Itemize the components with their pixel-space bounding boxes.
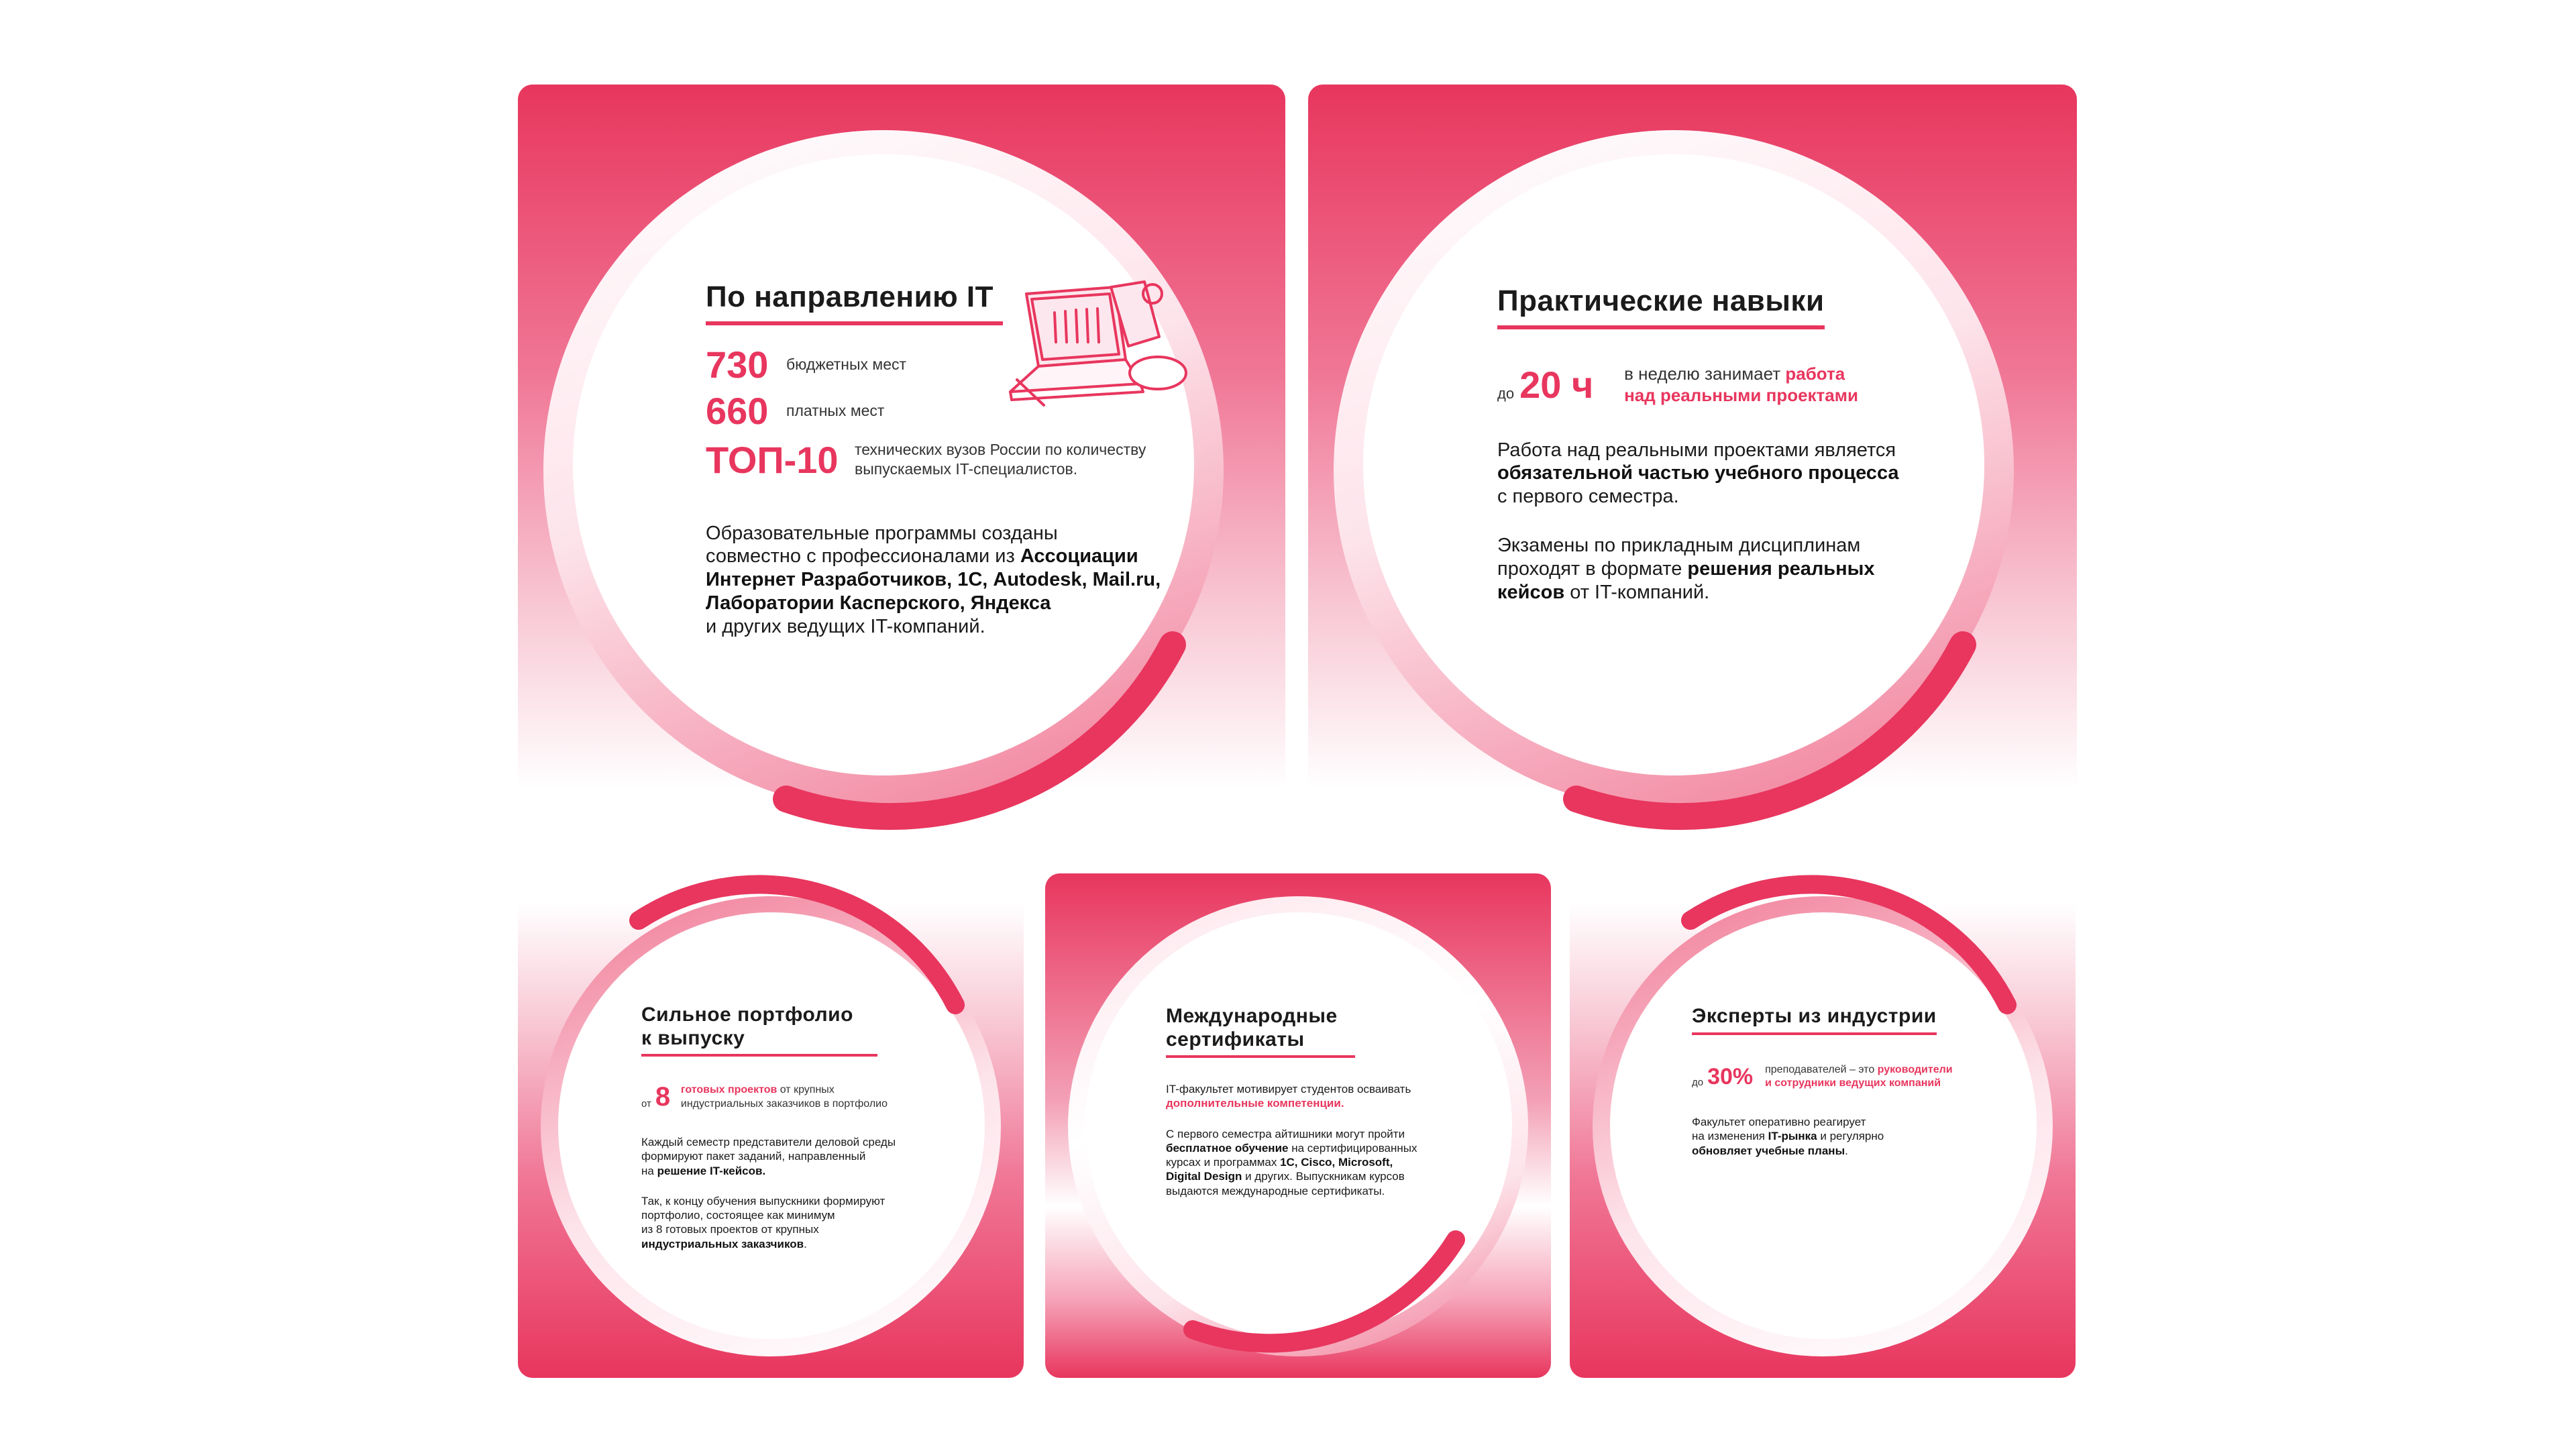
card-title: Эксперты из индустрии — [1692, 1005, 1937, 1035]
description — [1166, 1082, 1501, 1111]
text-bold: обновляет учебные планы — [1692, 1144, 1845, 1157]
stat-label: платных мест — [786, 401, 885, 419]
stat-label — [681, 1083, 888, 1112]
card-content — [1497, 284, 1980, 604]
text-run: и других. Выпускникам курсов — [1242, 1170, 1405, 1183]
card-content — [1692, 1005, 2027, 1158]
description — [1692, 1115, 2027, 1158]
stat-label — [1765, 1063, 1953, 1091]
label-run: преподавателей – это — [1765, 1063, 1878, 1075]
text-line — [1166, 1155, 1501, 1169]
stat-value: ТОП-10 — [706, 438, 839, 481]
text-run: проходят в формате — [1497, 557, 1688, 580]
text-line — [1497, 581, 1980, 604]
text-line: обязательной частью учебного процесса — [1497, 462, 1899, 484]
label-run: от крупных — [777, 1083, 835, 1095]
text-run: совместно с профессионалами из — [706, 545, 1020, 568]
text-bold: бесплатное обучение — [1166, 1141, 1289, 1155]
text-line: выдаются международные сертификаты. — [1166, 1184, 1385, 1197]
description — [641, 1194, 963, 1251]
text-line — [641, 1237, 963, 1251]
text-line: IT-факультет мотивирует студентов осваивать — [1166, 1083, 1411, 1095]
text-line: из 8 готовых проектов от крупных — [641, 1223, 819, 1236]
text-line: Экзамены по прикладным дисциплинам — [1497, 534, 1861, 556]
text-line — [1497, 557, 1980, 581]
stat-projects — [641, 1082, 963, 1112]
stat-label: бюджетных мест — [786, 355, 907, 373]
text-line: Каждый семестр представители деловой среды — [641, 1136, 896, 1148]
label-line: технических вузов России по количеству — [855, 441, 1146, 459]
text-line: дополнительные компетенции. — [1166, 1097, 1344, 1110]
stat-value: 8 — [655, 1082, 671, 1112]
text-bold: IT-рынка — [1768, 1130, 1817, 1143]
description — [1497, 439, 1980, 508]
stat-value: 660 — [706, 389, 769, 432]
text-run: от IT-компаний. — [1564, 581, 1710, 603]
card-title — [1166, 1005, 1355, 1058]
label-accent: над реальными проектами — [1624, 385, 1858, 406]
text-line: с первого семестра. — [1497, 486, 1679, 508]
text-line: Образовательные программы созданы — [706, 522, 1058, 544]
text-bold: решение IT-кейсов. — [657, 1164, 766, 1177]
text-line: С первого семестра айтишники могут пройти — [1166, 1127, 1405, 1140]
card-content — [1166, 1005, 1501, 1198]
stat-label — [1624, 363, 1858, 407]
card-industry-experts — [1570, 873, 2076, 1378]
title-line: Сильное портфолио — [641, 1004, 853, 1026]
card-practical-skills — [1308, 85, 2077, 849]
label-line: выпускаемых IT-специалистов. — [855, 460, 1078, 478]
description — [706, 522, 1189, 639]
label-accent: и сотрудники ведущих компаний — [1765, 1077, 1941, 1089]
text-run: . — [804, 1237, 807, 1250]
text-bold: 1С, Cisco, Microsoft, — [1280, 1156, 1393, 1169]
text-run: на изменения — [1692, 1130, 1768, 1143]
card-title: По направлению IT — [706, 280, 1003, 325]
text-line — [641, 1164, 963, 1178]
laptop-icon — [1001, 272, 1195, 413]
card-title — [641, 1004, 877, 1057]
stat-value: 730 — [706, 343, 769, 386]
text-bold: Ассоциации — [1020, 545, 1138, 568]
label-accent: готовых проектов — [680, 1083, 777, 1095]
text-line — [1166, 1141, 1501, 1155]
text-line: Работа над реальными проектами является — [1497, 439, 1896, 461]
label-accent: работа — [1785, 363, 1845, 384]
text-line: портфолио, состоящее как минимум — [641, 1209, 835, 1222]
stat-hours — [1497, 363, 1980, 407]
stat-prefix: до — [1692, 1077, 1704, 1089]
text-line — [1692, 1129, 2027, 1143]
description — [1166, 1127, 1501, 1198]
label-accent: руководители — [1877, 1063, 1953, 1075]
text-line: Факультет оперативно реагирует — [1692, 1116, 1866, 1129]
text-line: Лаборатории Касперского, Яндекса — [706, 592, 1051, 614]
card-content — [641, 1004, 963, 1251]
text-line — [706, 545, 1189, 568]
text-run: курсах и программах — [1166, 1156, 1281, 1169]
text-line: формируют пакет заданий, направленный — [641, 1150, 866, 1163]
text-line — [1166, 1169, 1501, 1183]
description — [1497, 534, 1980, 604]
label-run: индустриальных заказчиков в портфолио — [680, 1097, 888, 1110]
text-bold: решения реальных — [1687, 557, 1875, 580]
stat-value: 20 ч — [1519, 363, 1594, 406]
stat-label — [855, 440, 1146, 479]
title-line: к выпуску — [641, 1026, 745, 1049]
text-bold: индустриальных заказчиков — [641, 1237, 804, 1250]
card-it-direction — [518, 85, 1285, 849]
text-line: и других ведущих IT-компаний. — [706, 615, 985, 637]
stat-top — [706, 438, 1189, 482]
text-line — [1692, 1144, 2027, 1158]
text-bold: Digital Design — [1166, 1170, 1242, 1183]
text-run: и регулярно — [1817, 1130, 1884, 1143]
description — [641, 1135, 963, 1178]
stat-value: 30% — [1707, 1063, 1754, 1089]
label-run: в неделю занимает — [1624, 363, 1786, 384]
title-line: сертификаты — [1166, 1028, 1305, 1051]
text-bold: кейсов — [1497, 581, 1565, 603]
text-run: на — [641, 1164, 657, 1177]
card-title: Практические навыки — [1497, 284, 1825, 329]
card-certificates — [1045, 873, 1551, 1378]
title-line: Международные — [1166, 1005, 1338, 1027]
text-line: Интернет Разработчиков, 1С, Autodesk, Mail.ru, — [706, 569, 1161, 591]
stat-prefix: до — [1497, 384, 1515, 402]
stat-prefix: от — [641, 1098, 651, 1110]
card-portfolio — [518, 873, 1024, 1378]
text-run: . — [1845, 1144, 1848, 1157]
text-line: Так, к концу обучения выпускники формируют — [641, 1194, 885, 1208]
text-run: на сертифицированных — [1288, 1141, 1417, 1155]
stat-experts — [1692, 1063, 2027, 1091]
